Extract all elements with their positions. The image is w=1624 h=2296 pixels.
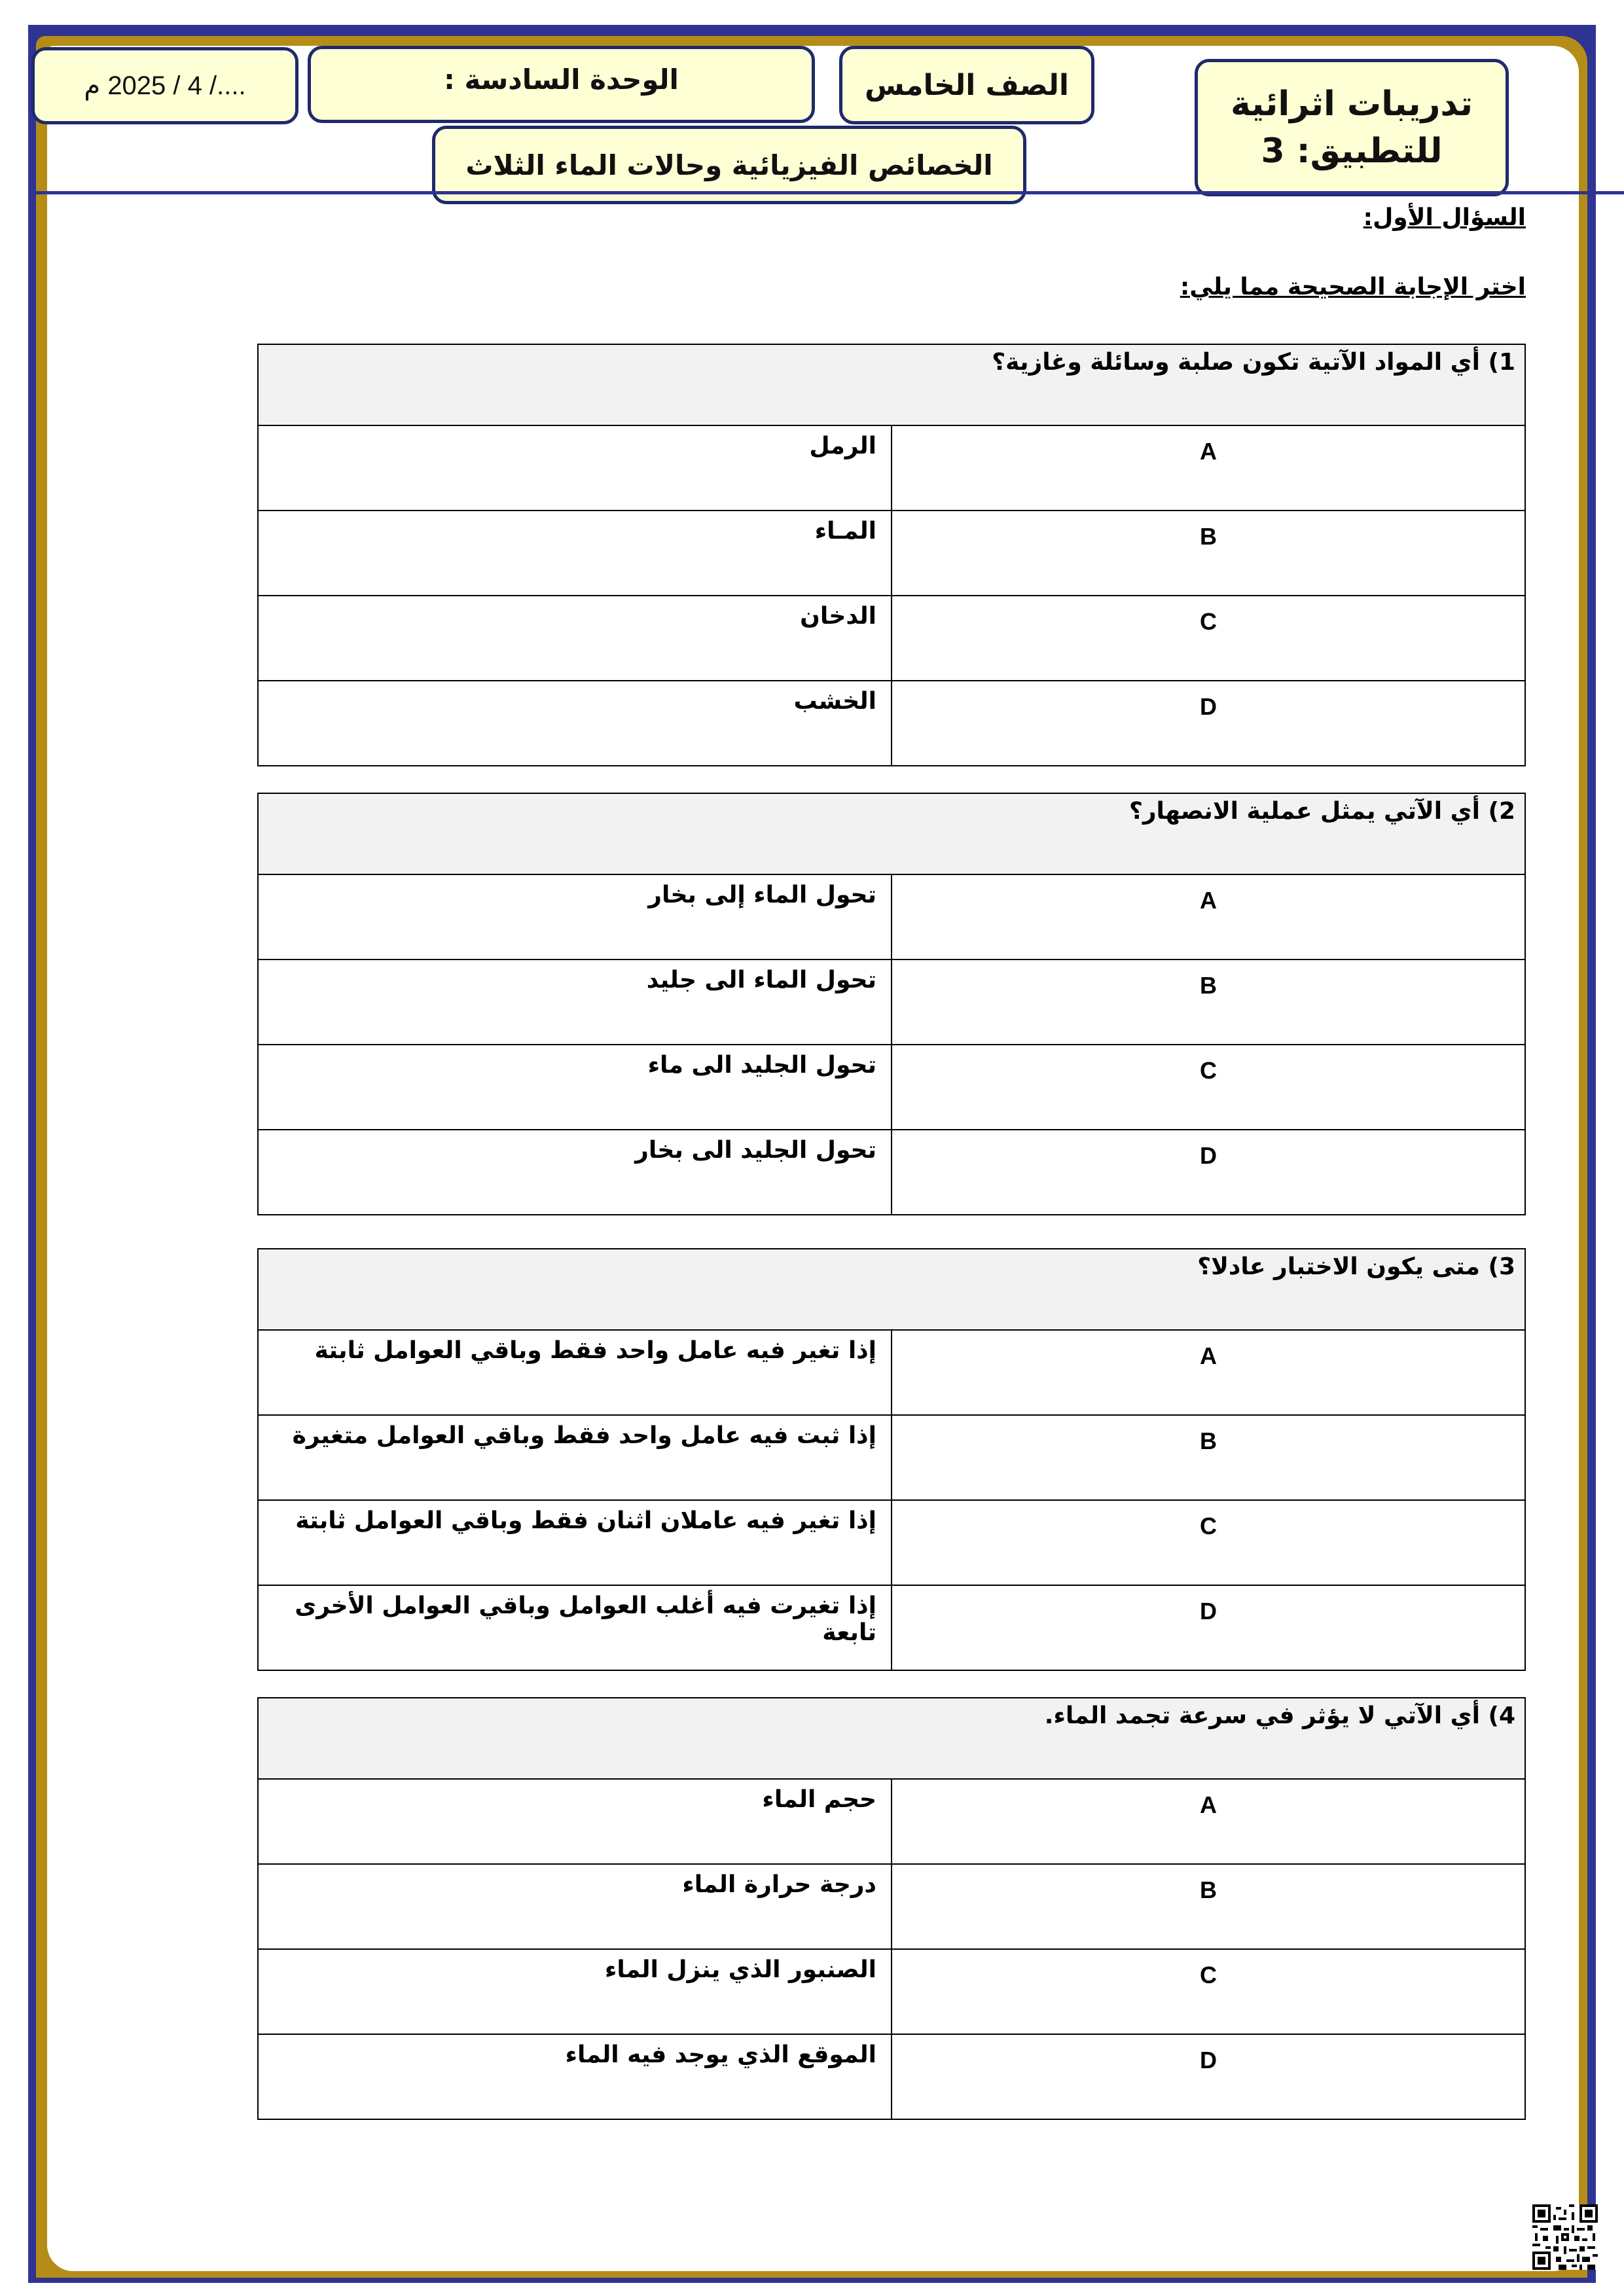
- option-letter: A: [892, 1330, 1525, 1415]
- option-letter: C: [892, 596, 1525, 681]
- question-table-3: [257, 1248, 1526, 1671]
- title-box: [1195, 59, 1509, 196]
- option-row[interactable]: [258, 1130, 1525, 1215]
- option-text: تحول الماء الى جليد: [258, 960, 892, 1045]
- option-text: الدخان: [258, 596, 892, 681]
- lesson-title: الخصائص الفيزيائية وحالات الماء الثلاث: [465, 149, 993, 181]
- option-row[interactable]: [258, 960, 1525, 1045]
- option-text: الصنبور الذي ينزل الماء: [258, 1949, 892, 2034]
- option-text: إذا تغيرت فيه أغلب العوامل وباقي العوامل الأخرى تابعة: [258, 1585, 892, 1670]
- option-row[interactable]: [258, 874, 1525, 960]
- option-text: إذا تغير فيه عاملان اثنان فقط وباقي العوامل ثابتة: [258, 1500, 892, 1585]
- option-letter: C: [892, 1500, 1525, 1585]
- option-letter: A: [892, 1779, 1525, 1864]
- option-row[interactable]: [258, 1500, 1525, 1585]
- option-letter: B: [892, 1864, 1525, 1949]
- title-line-2: للتطبيق: 3: [1261, 132, 1443, 171]
- option-letter: D: [892, 2034, 1525, 2119]
- option-letter: A: [892, 874, 1525, 960]
- option-row[interactable]: [258, 1949, 1525, 2034]
- question-table-4: [257, 1697, 1526, 2120]
- date-box: [31, 47, 298, 124]
- option-letter: B: [892, 960, 1525, 1045]
- option-letter: A: [892, 425, 1525, 511]
- option-text: الخشب: [258, 681, 892, 766]
- question-text: 2) أي الآتي يمثل عملية الانصهار؟: [258, 793, 1525, 874]
- option-letter: C: [892, 1045, 1525, 1130]
- header-divider: [28, 191, 1624, 194]
- option-letter: B: [892, 1415, 1525, 1500]
- option-text: إذا تغير فيه عامل واحد فقط وباقي العوامل ثابتة: [258, 1330, 892, 1415]
- option-row[interactable]: [258, 1779, 1525, 1864]
- option-text: حجم الماء: [258, 1779, 892, 1864]
- option-text: المـاء: [258, 511, 892, 596]
- option-letter: D: [892, 681, 1525, 766]
- question-table-2: [257, 793, 1526, 1215]
- option-row[interactable]: [258, 1864, 1525, 1949]
- option-text: درجة حرارة الماء: [258, 1864, 892, 1949]
- option-text: تحول الجليد الى بخار: [258, 1130, 892, 1215]
- option-text: إذا ثبت فيه عامل واحد فقط وباقي العوامل متغيرة: [258, 1415, 892, 1500]
- option-text: تحول الجليد الى ماء: [258, 1045, 892, 1130]
- option-text: تحول الماء إلى بخار: [258, 874, 892, 960]
- option-letter: B: [892, 511, 1525, 596]
- question-table-1: [257, 344, 1526, 766]
- unit-box: [308, 46, 815, 123]
- question-text: 1) أي المواد الآتية تكون صلبة وسائلة وغازية؟: [258, 344, 1525, 425]
- option-letter: D: [892, 1130, 1525, 1215]
- option-row[interactable]: [258, 1330, 1525, 1415]
- unit-label: الوحدة السادسة :: [444, 63, 679, 96]
- option-row[interactable]: [258, 1585, 1525, 1670]
- option-row[interactable]: [258, 511, 1525, 596]
- title-line-1: تدريبات اثرائية: [1231, 84, 1473, 124]
- option-row[interactable]: [258, 1045, 1525, 1130]
- section-instruction: اختر الإجابة الصحيحة مما يلي:: [1180, 274, 1526, 300]
- option-text: الرمل: [258, 425, 892, 511]
- grade-label: الصف الخامس: [865, 68, 1069, 102]
- option-text: الموقع الذي يوجد فيه الماء: [258, 2034, 892, 2119]
- option-letter: D: [892, 1585, 1525, 1670]
- section-title: السؤال الأول:: [1363, 204, 1526, 231]
- option-row[interactable]: [258, 2034, 1525, 2119]
- qr-code-icon: [1532, 2204, 1598, 2270]
- option-row[interactable]: [258, 681, 1525, 766]
- grade-box: [839, 46, 1094, 124]
- option-row[interactable]: [258, 425, 1525, 511]
- option-row[interactable]: [258, 1415, 1525, 1500]
- option-row[interactable]: [258, 596, 1525, 681]
- question-text: 3) متى يكون الاختبار عادلا؟: [258, 1249, 1525, 1330]
- question-text: 4) أي الآتي لا يؤثر في سرعة تجمد الماء.: [258, 1698, 1525, 1779]
- date-field: ..../ 4 / 2025 م: [84, 71, 246, 100]
- option-letter: C: [892, 1949, 1525, 2034]
